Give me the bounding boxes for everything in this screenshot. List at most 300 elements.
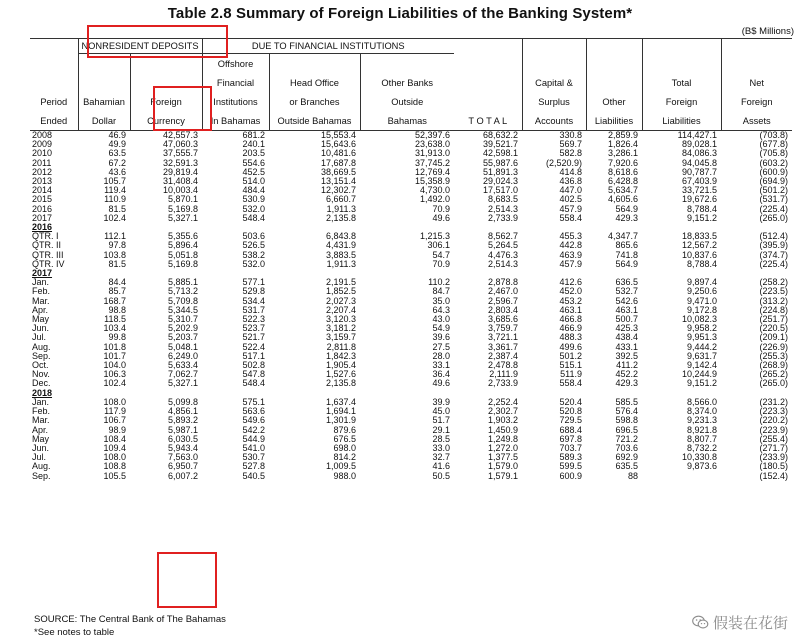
cell-net-foreign: (255.3) xyxy=(759,350,788,361)
cell-capital-surplus: 499.6 xyxy=(559,341,582,352)
table-row xyxy=(30,453,792,462)
table-row xyxy=(30,306,792,315)
cell-bahamian-dollar: 98.8 xyxy=(108,304,126,315)
cell-total-foreign: 8,732.2 xyxy=(686,442,717,453)
cell-period: Jan. xyxy=(32,396,50,407)
cell-period: Mar. xyxy=(32,295,50,306)
cell-offshore: 575.1 xyxy=(242,396,265,407)
cell-offshore: 514.0 xyxy=(242,176,265,187)
cell-total: 8,562.7 xyxy=(487,231,518,242)
group-header-due: DUE TO FINANCIAL INSTITUTIONS xyxy=(202,39,454,54)
cell-offshore: 529.8 xyxy=(242,286,265,297)
table-row xyxy=(30,343,792,352)
cell-net-foreign: (225.4) xyxy=(759,258,788,269)
cell-head-office: 879.6 xyxy=(333,424,356,435)
cell-head-office: 12,302.7 xyxy=(320,185,356,196)
table-row xyxy=(30,472,792,481)
cell-period: Jul. xyxy=(32,332,47,343)
col-header-net-foreign-3: Assets xyxy=(721,111,792,131)
cell-period: 2014 xyxy=(32,185,53,196)
cell-capital-surplus: 412.6 xyxy=(559,277,582,288)
cell-period: Apr. xyxy=(32,424,49,435)
table-row xyxy=(30,333,792,342)
cell-total-foreign: 9,951.3 xyxy=(686,332,717,343)
cell-foreign-currency: 37,555.7 xyxy=(162,148,198,159)
cell-other-banks: 45.0 xyxy=(432,406,450,417)
cell-period: QTR. I xyxy=(32,231,59,242)
cell-head-office: 1,527.6 xyxy=(325,369,356,380)
table-row xyxy=(30,398,792,407)
cell-net-foreign: (374.7) xyxy=(759,249,788,260)
cell-other-banks: 70.9 xyxy=(432,203,450,214)
cell-other-liabilities: 5,634.7 xyxy=(607,185,638,196)
cell-total-foreign: 114,427.1 xyxy=(677,130,717,140)
cell-offshore: 517.1 xyxy=(242,350,265,361)
cell-foreign-currency: 5,169.8 xyxy=(167,258,198,269)
cell-other-banks: 70.9 xyxy=(432,258,450,269)
cell-head-office: 676.5 xyxy=(333,433,356,444)
cell-foreign-currency: 6,007.2 xyxy=(167,470,198,481)
cell-foreign-currency: 5,896.4 xyxy=(167,240,198,251)
cell-other-liabilities: 6,428.8 xyxy=(607,176,638,187)
cell-net-foreign: (209.1) xyxy=(759,332,788,343)
table-row xyxy=(30,131,792,141)
cell-other-banks: 39.9 xyxy=(432,396,450,407)
col-header-net-foreign-2: Foreign xyxy=(721,92,792,111)
cell-head-office: 1,911.3 xyxy=(326,258,356,269)
cell-other-liabilities: 564.9 xyxy=(615,203,638,214)
cell-head-office: 17,687.8 xyxy=(320,157,356,168)
cell-other-liabilities: 703.6 xyxy=(615,442,638,453)
table-row xyxy=(30,251,792,260)
cell-capital-surplus: 697.8 xyxy=(559,433,582,444)
cell-offshore: 541.0 xyxy=(242,442,265,453)
cell-other-banks: 64.3 xyxy=(432,304,450,315)
cell-period: Sep. xyxy=(32,470,51,481)
cell-net-foreign: (395.9) xyxy=(759,240,788,251)
cell-net-foreign: (224.8) xyxy=(759,304,788,315)
cell-total: 2,514.3 xyxy=(487,258,518,269)
col-header-offshore-4: In Bahamas xyxy=(202,111,269,131)
cell-head-office: 1,852.5 xyxy=(325,286,356,297)
cell-other-liabilities: 429.3 xyxy=(615,378,638,389)
cell-bahamian-dollar: 104.0 xyxy=(103,360,126,371)
cell-other-liabilities: 88 xyxy=(627,470,638,481)
cell-bahamian-dollar: 112.1 xyxy=(104,231,126,242)
cell-total-foreign: 19,672.6 xyxy=(681,194,717,205)
table-row xyxy=(30,241,792,250)
cell-bahamian-dollar: 63.5 xyxy=(108,148,126,159)
cell-bahamian-dollar: 101.7 xyxy=(103,350,126,361)
cell-head-office: 1,694.1 xyxy=(325,406,356,417)
cell-period: Jun. xyxy=(32,323,50,334)
cell-capital-surplus: 688.4 xyxy=(559,424,582,435)
cell-head-office: 6,843.8 xyxy=(325,231,356,242)
table-row xyxy=(30,232,792,241)
cell-net-foreign: (258.2) xyxy=(759,277,788,288)
cell-foreign-currency: 10,003.4 xyxy=(162,185,198,196)
cell-bahamian-dollar: 101.8 xyxy=(103,341,126,352)
cell-bahamian-dollar: 97.8 xyxy=(108,240,126,251)
cell-period: 2010 xyxy=(32,148,53,159)
cell-foreign-currency: 5,893.2 xyxy=(167,415,198,426)
group-header-nonresident: NONRESIDENT DEPOSITS xyxy=(78,39,202,54)
cell-bahamian-dollar: 119.4 xyxy=(104,185,126,196)
cell-net-foreign: (223.5) xyxy=(759,286,788,297)
cell-net-foreign: (603.2) xyxy=(759,157,788,168)
cell-net-foreign: (677.8) xyxy=(759,139,788,150)
cell-total-foreign: 8,374.0 xyxy=(686,406,717,417)
cell-capital-surplus: 442.8 xyxy=(559,240,582,251)
cell-total-foreign xyxy=(642,472,721,481)
cell-total: 1,377.5 xyxy=(487,452,518,463)
cell-bahamian-dollar: 168.7 xyxy=(103,295,126,306)
cell-total-foreign: 9,958.2 xyxy=(686,323,717,334)
cell-other-liabilities: 411.2 xyxy=(616,360,638,371)
cell-net-foreign: (271.7) xyxy=(759,442,788,453)
cell-capital-surplus: 463.9 xyxy=(559,249,582,260)
table-row xyxy=(30,195,792,204)
cell-period: 2008 xyxy=(32,130,53,140)
cell-other-liabilities: 741.8 xyxy=(615,249,638,260)
table-row xyxy=(30,278,792,287)
cell-head-office: 2,135.8 xyxy=(325,212,356,223)
cell-capital-surplus: 600.9 xyxy=(559,470,582,481)
cell-other-liabilities: 692.9 xyxy=(615,452,638,463)
cell-total-foreign: 10,330.8 xyxy=(681,452,717,463)
cell-bahamian-dollar: 99.8 xyxy=(108,332,126,343)
cell-foreign-currency: 5,203.7 xyxy=(167,332,198,343)
cell-head-office: 698.0 xyxy=(333,442,356,453)
cell-other-liabilities: 500.7 xyxy=(615,314,638,325)
cell-total-foreign: 8,788.4 xyxy=(686,203,717,214)
cell-other-liabilities: 532.7 xyxy=(615,286,638,297)
cell-net-foreign: (225.4) xyxy=(759,203,788,214)
cell-foreign-currency: 5,048.1 xyxy=(167,341,198,352)
cell-foreign-currency: 5,870.1 xyxy=(167,194,198,205)
cell-net-foreign: (220.5) xyxy=(759,323,788,334)
cell-period: Feb. xyxy=(32,286,51,297)
table-row xyxy=(30,140,792,149)
cell-foreign-currency: 5,310.7 xyxy=(167,314,198,325)
col-header-other-banks: Other Banks xyxy=(360,73,454,92)
cell-other-banks: 29.1 xyxy=(432,424,450,435)
cell-other-banks: 12,769.4 xyxy=(414,166,450,177)
cell-head-office: 38,669.5 xyxy=(320,166,356,177)
table-row xyxy=(30,361,792,370)
cell-period: 2013 xyxy=(32,176,53,187)
cell-net-foreign: (255.4) xyxy=(759,433,788,444)
cell-total-foreign: 18,833.5 xyxy=(681,231,717,242)
cell-foreign-currency: 7,563.0 xyxy=(167,452,198,463)
cell-other-banks: 28.0 xyxy=(432,350,450,361)
cell-offshore: 526.5 xyxy=(242,240,265,251)
col-header-capital: Capital & xyxy=(522,73,586,92)
cell-head-office: 1,637.4 xyxy=(325,396,356,407)
cell-period: 2009 xyxy=(32,139,53,150)
table-row xyxy=(30,297,792,306)
cell-foreign-currency: 6,950.7 xyxy=(167,461,198,472)
cell-total: 42,598.1 xyxy=(482,148,518,159)
highlight-foreign-currency-header xyxy=(153,86,212,131)
col-header-period: Period xyxy=(40,96,68,107)
cell-other-liabilities: 463.1 xyxy=(615,304,638,315)
cell-bahamian-dollar: 102.4 xyxy=(103,378,126,389)
cell-foreign-currency: 5,713.2 xyxy=(167,286,198,297)
cell-capital-surplus: 520.8 xyxy=(559,406,582,417)
cell-bahamian-dollar: 67.2 xyxy=(108,157,126,168)
cell-foreign-currency: 5,327.1 xyxy=(167,212,198,223)
cell-period: Jul. xyxy=(32,452,47,463)
cell-offshore: 548.4 xyxy=(242,378,265,389)
cell-net-foreign: (152.4) xyxy=(759,470,788,481)
cell-head-office: 1,842.3 xyxy=(325,350,356,361)
cell-other-banks: 54.7 xyxy=(432,249,450,260)
cell-bahamian-dollar: 108.4 xyxy=(103,433,126,444)
cell-head-office: 2,191.5 xyxy=(325,277,356,288)
cell-bahamian-dollar: 43.6 xyxy=(108,166,126,177)
cell-net-foreign: (251.7) xyxy=(759,314,788,325)
cell-net-foreign: (313.2) xyxy=(759,295,788,306)
cell-net-foreign: (600.9) xyxy=(759,166,788,177)
cell-offshore: 548.4 xyxy=(242,212,265,223)
cell-bahamian-dollar: 98.9 xyxy=(108,424,126,435)
cell-period: Mar. xyxy=(32,415,50,426)
table-title: Table 2.8 Summary of Foreign Liabilities of the Banking System* xyxy=(167,5,633,22)
cell-offshore: 203.5 xyxy=(242,148,265,159)
cell-other-banks: 4,730.0 xyxy=(419,185,450,196)
cell-foreign-currency: 32,591.3 xyxy=(162,157,198,168)
cell-total-foreign: 9,444.2 xyxy=(686,341,717,352)
cell-total-foreign: 9,172.8 xyxy=(686,304,717,315)
table-row xyxy=(30,260,792,269)
cell-net-foreign: (223.3) xyxy=(759,406,788,417)
cell-period: Oct. xyxy=(32,360,49,371)
cell-head-office: 2,207.4 xyxy=(325,304,356,315)
cell-net-foreign: (265.0) xyxy=(759,378,788,389)
cell-bahamian-dollar: 81.5 xyxy=(108,258,126,269)
cell-net-foreign: (180.5) xyxy=(759,461,788,472)
cell-bahamian-dollar: 46.9 xyxy=(108,130,126,140)
cell-foreign-currency: 5,633.4 xyxy=(167,360,198,371)
table-row xyxy=(30,168,792,177)
cell-total-foreign: 9,471.0 xyxy=(686,295,717,306)
liabilities-table xyxy=(30,38,792,481)
cell-bahamian-dollar: 108.0 xyxy=(103,396,126,407)
cell-head-office: 15,553.4 xyxy=(320,130,356,140)
cell-total: 2,252.4 xyxy=(487,396,518,407)
cell-other-liabilities: 8,618.6 xyxy=(607,166,638,177)
cell-head-office: 10,481.6 xyxy=(320,148,356,159)
cell-bahamian-dollar: 84.4 xyxy=(108,277,126,288)
cell-total: 1,249.8 xyxy=(487,433,518,444)
cell-bahamian-dollar: 105.5 xyxy=(103,470,126,481)
cell-total: 68,632.2 xyxy=(482,130,518,140)
cell-offshore: 540.5 xyxy=(242,470,265,481)
cell-other-banks: 49.6 xyxy=(432,212,450,223)
cell-offshore: 549.6 xyxy=(242,415,265,426)
table-row xyxy=(30,287,792,296)
cell-offshore: 240.1 xyxy=(242,139,265,150)
cell-total-foreign: 89,028.1 xyxy=(681,139,717,150)
cell-other-liabilities: 4,605.6 xyxy=(607,194,638,205)
cell-total-foreign: 9,151.2 xyxy=(686,212,717,223)
cell-capital-surplus: 558.4 xyxy=(559,378,582,389)
col-header-foreign-2: Currency xyxy=(130,111,202,131)
cell-foreign-currency: 5,709.8 xyxy=(167,295,198,306)
cell-bahamian-dollar: 103.8 xyxy=(103,249,126,260)
section-header xyxy=(30,389,792,398)
cell-period: Dec. xyxy=(32,378,51,389)
cell-head-office: 1,905.4 xyxy=(325,360,356,371)
cell-total: 2,733.9 xyxy=(487,212,518,223)
cell-other-banks: 33.1 xyxy=(432,360,450,371)
cell-total: 2,596.7 xyxy=(487,295,518,306)
cell-foreign-currency: 5,327.1 xyxy=(167,378,198,389)
col-header-bahamian: Bahamian xyxy=(78,92,130,111)
cell-other-banks: 52,397.6 xyxy=(414,130,450,140)
cell-period: QTR. II xyxy=(32,240,61,251)
col-header-total-foreign-2: Foreign xyxy=(642,92,721,111)
cell-total: 2,878.8 xyxy=(487,277,518,288)
cell-period: QTR. IV xyxy=(32,258,65,269)
cell-head-office: 4,431.9 xyxy=(325,240,356,251)
table-row xyxy=(30,149,792,158)
cell-other-liabilities: 635.5 xyxy=(615,461,638,472)
cell-capital-surplus: 488.3 xyxy=(559,332,582,343)
cell-capital-surplus: 703.7 xyxy=(559,442,582,453)
cell-capital-surplus: 466.9 xyxy=(559,323,582,334)
cell-total: 4,476.3 xyxy=(487,249,518,260)
cell-other-banks: 28.5 xyxy=(432,433,450,444)
cell-bahamian-dollar: 106.7 xyxy=(103,415,126,426)
table-row xyxy=(30,352,792,361)
cell-offshore: 530.7 xyxy=(242,452,265,463)
table-row xyxy=(30,407,792,416)
cell-capital-surplus: 457.9 xyxy=(559,203,582,214)
cell-other-banks: 41.6 xyxy=(432,461,450,472)
cell-net-foreign: (265.0) xyxy=(759,212,788,223)
cell-capital-surplus: 729.5 xyxy=(559,415,582,426)
cell-total-foreign: 12,567.2 xyxy=(681,240,717,251)
col-header-head-office-2: or Branches xyxy=(269,92,360,111)
table-row xyxy=(30,444,792,453)
cell-foreign-currency: 31,408.4 xyxy=(162,176,198,187)
cell-offshore: 531.7 xyxy=(242,304,265,315)
col-header-offshore-2: Financial xyxy=(202,73,269,92)
cell-other-banks: 1,215.3 xyxy=(419,231,450,242)
cell-offshore: 522.4 xyxy=(242,341,265,352)
cell-foreign-currency: 6,249.0 xyxy=(167,350,198,361)
cell-capital-surplus: 558.4 xyxy=(559,212,582,223)
cell-period: Jun. xyxy=(32,442,50,453)
cell-capital-surplus: 569.7 xyxy=(559,139,582,150)
cell-total: 2,111.9 xyxy=(489,369,518,380)
cell-bahamian-dollar: 118.5 xyxy=(104,314,126,325)
cell-total-foreign: 33,721.5 xyxy=(681,185,717,196)
cell-offshore: 521.7 xyxy=(242,332,265,343)
cell-other-banks: 43.0 xyxy=(432,314,450,325)
col-header-other-liab-2: Liabilities xyxy=(586,111,642,131)
cell-total: 51,891.3 xyxy=(482,166,518,177)
table-row xyxy=(30,214,792,223)
cell-offshore: 523.7 xyxy=(242,323,265,334)
cell-bahamian-dollar: 81.5 xyxy=(108,203,126,214)
cell-total-foreign: 9,631.7 xyxy=(686,350,717,361)
cell-other-banks: 31,913.0 xyxy=(414,148,450,159)
cell-other-banks: 23,638.0 xyxy=(414,139,450,150)
cell-bahamian-dollar: 102.4 xyxy=(103,212,126,223)
cell-other-banks: 54.9 xyxy=(432,323,450,334)
cell-other-banks: 39.6 xyxy=(432,332,450,343)
watermark xyxy=(690,612,790,633)
cell-offshore: 484.4 xyxy=(242,185,265,196)
cell-offshore: 532.0 xyxy=(242,258,265,269)
table-row xyxy=(30,324,792,333)
source-note: SOURCE: The Central Bank of The Bahamas xyxy=(34,614,226,625)
cell-head-office: 6,660.7 xyxy=(325,194,356,205)
cell-other-liabilities: 438.4 xyxy=(615,332,638,343)
cell-net-foreign: (694.9) xyxy=(759,176,788,187)
cell-other-liabilities: 865.6 xyxy=(615,240,638,251)
col-header-other-banks-3: Bahamas xyxy=(360,111,454,131)
cell-bahamian-dollar: 105.7 xyxy=(103,176,126,187)
cell-total: 55,987.6 xyxy=(482,157,518,168)
cell-other-liabilities: 564.9 xyxy=(615,258,638,269)
cell-period: 2011 xyxy=(32,157,52,168)
cell-offshore: 527.8 xyxy=(242,461,265,472)
cell-other-banks: 110.2 xyxy=(428,277,450,288)
table-row xyxy=(30,379,792,388)
cell-head-office: 814.2 xyxy=(333,452,356,463)
cell-offshore: 547.8 xyxy=(242,369,265,380)
cell-total: 2,387.4 xyxy=(487,350,518,361)
cell-other-liabilities: 2,859.9 xyxy=(607,130,638,140)
cell-total: 1,903.2 xyxy=(487,415,518,426)
cell-bahamian-dollar: 103.4 xyxy=(103,323,126,334)
cell-period: 2017 xyxy=(32,212,53,223)
table-row xyxy=(30,462,792,471)
cell-period: Feb. xyxy=(32,406,51,417)
cell-other-liabilities: 429.3 xyxy=(615,212,638,223)
cell-total-foreign: 8,921.8 xyxy=(686,424,717,435)
cell-total: 1,579.1 xyxy=(487,470,518,481)
section-label: 2017 xyxy=(32,268,53,279)
cell-offshore: 532.0 xyxy=(242,203,265,214)
cell-bahamian-dollar: 110.9 xyxy=(104,194,126,205)
col-header-offshore-3: Institutions xyxy=(202,92,269,111)
section-label: 2018 xyxy=(32,387,53,398)
cell-total: 2,514.3 xyxy=(487,203,518,214)
cell-total: 29,024.3 xyxy=(482,176,518,187)
cell-other-liabilities: 696.5 xyxy=(615,424,638,435)
cell-offshore: 522.3 xyxy=(242,314,265,325)
cell-offshore: 563.6 xyxy=(242,406,265,417)
cell-other-banks: 49.6 xyxy=(432,378,450,389)
footnote: *See notes to table xyxy=(34,627,115,638)
cell-head-office: 988.0 xyxy=(333,470,356,481)
cell-head-office: 2,135.8 xyxy=(325,378,356,389)
cell-net-foreign: (220.2) xyxy=(759,415,788,426)
cell-total: 1,272.0 xyxy=(487,442,518,453)
cell-foreign-currency: 5,885.1 xyxy=(167,277,198,288)
cell-head-office: 13,151.4 xyxy=(320,176,356,187)
col-header-other-liab: Other xyxy=(586,92,642,111)
cell-total: 2,803.4 xyxy=(487,304,518,315)
cell-total-foreign: 94,045.8 xyxy=(681,157,717,168)
cell-period: May xyxy=(32,314,50,325)
cell-other-banks: 1,492.0 xyxy=(419,194,450,205)
